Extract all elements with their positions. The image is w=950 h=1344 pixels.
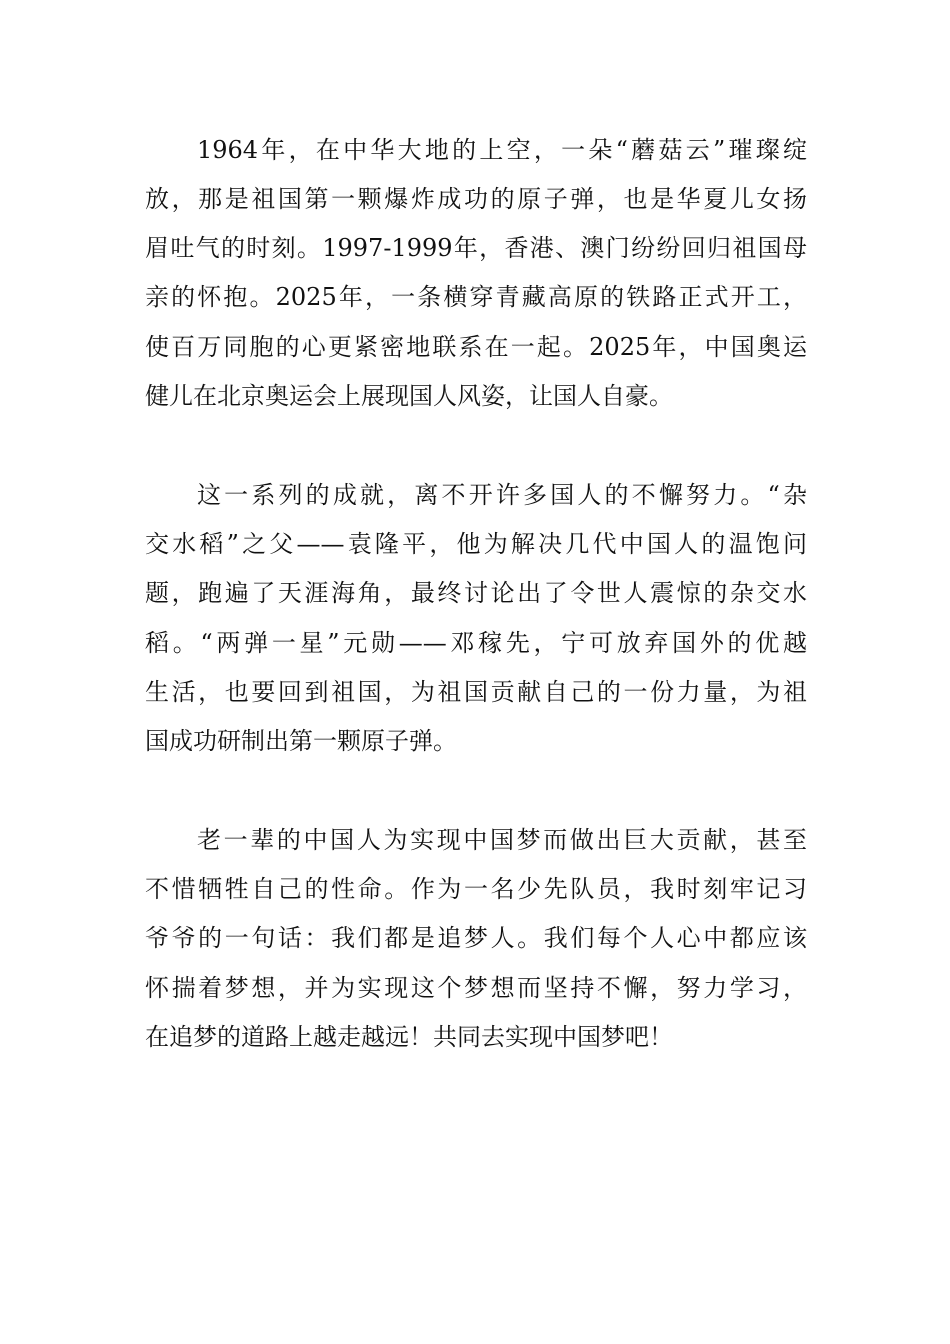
paragraph-line: 眉吐气的时刻。1997-1999年，香港、澳门纷纷回归祖国母: [145, 234, 807, 262]
paragraph-line: 亲的怀抱。2025年，一条横穿青藏高原的铁路正式开工，: [145, 283, 807, 311]
paragraph-line: 稻。“两弹一星”元勋——邓稼先，宁可放弃国外的优越: [145, 629, 807, 657]
paragraph-line: 老一辈的中国人为实现中国梦而做出巨大贡献，甚至: [197, 826, 807, 854]
paragraph-line: 健儿在北京奥运会上展现国人风姿，让国人自豪。: [145, 382, 673, 410]
paragraph-line: 题，跑遍了天涯海角，最终讨论出了令世人震惊的杂交水: [145, 579, 807, 607]
paragraph-line: 怀揣着梦想，并为实现这个梦想而坚持不懈，努力学习，: [145, 974, 807, 1002]
paragraph-line: 生活，也要回到祖国，为祖国贡献自己的一份力量，为祖: [145, 678, 807, 706]
paragraph-line: 在追梦的道路上越走越远！共同去实现中国梦吧！: [145, 1023, 673, 1051]
paragraph-line: 放，那是祖国第一颗爆炸成功的原子弹，也是华夏儿女扬: [145, 185, 807, 213]
paragraph-line: 交水稻”之父——袁隆平，他为解决几代中国人的温饱问: [145, 530, 807, 558]
paragraph-line: 使百万同胞的心更紧密地联系在一起。2025年，中国奥运: [145, 333, 807, 361]
paragraph-line: 不惜牺牲自己的性命。作为一名少先队员，我时刻牢记习: [145, 875, 807, 903]
paragraph-line: 爷爷的一句话：我们都是追梦人。我们每个人心中都应该: [145, 924, 807, 952]
paragraph-line: 1964年，在中华大地的上空，一朵“蘑菇云”璀璨绽: [197, 136, 807, 164]
paragraph-line: 国成功研制出第一颗原子弹。: [145, 727, 457, 755]
paragraph-line: 这一系列的成就，离不开许多国人的不懈努力。“杂: [197, 481, 807, 509]
